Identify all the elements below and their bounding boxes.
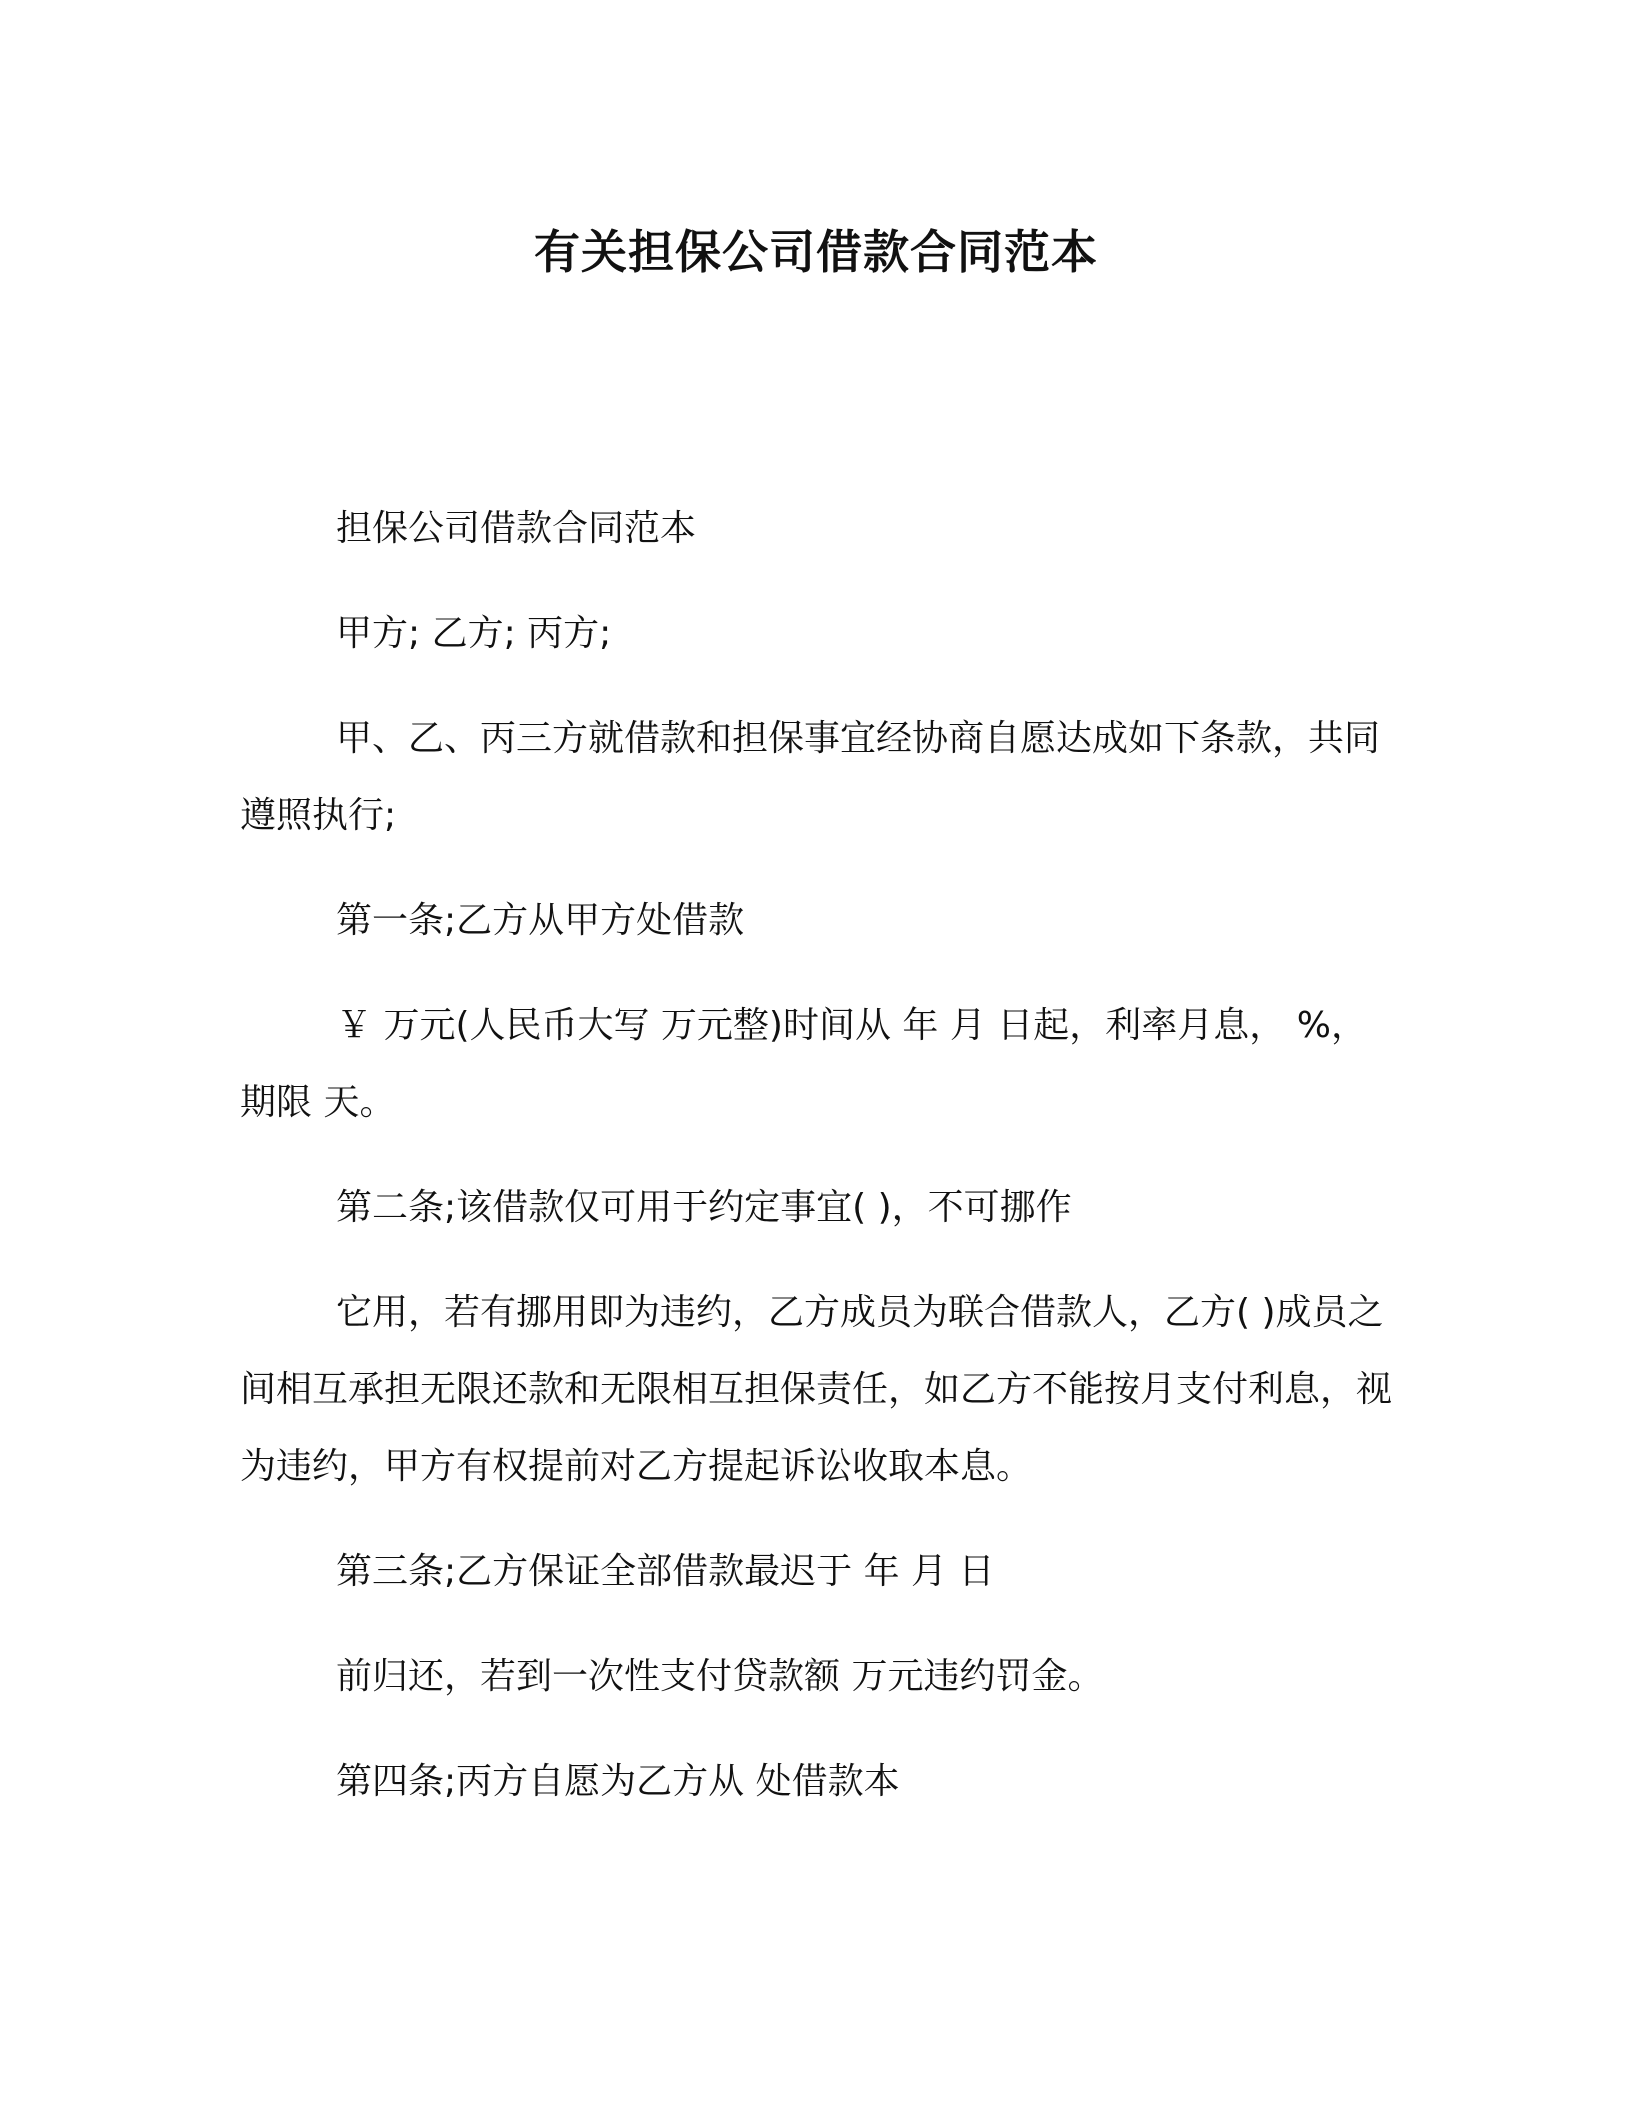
- paragraph-article-3: 第三条;乙方保证全部借款最迟于 年 月 日: [336, 1551, 995, 1592]
- paragraph-article-2: 第二条;该借款仅可用于约定事宜( )，不可挪作: [336, 1187, 1072, 1228]
- paragraph-loan-terms: ￥ 万元(人民币大写 万元整)时间从 年 月 日起，利率月息， %，期限 天。: [240, 1005, 1367, 1123]
- paragraph-article-4: 第四条;丙方自愿为乙方从 处借款本: [336, 1761, 900, 1802]
- paragraph-parties: 甲方; 乙方; 丙方;: [336, 613, 612, 654]
- paragraph-article-1: 第一条;乙方从甲方处借款: [336, 900, 745, 941]
- document-title: 有关担保公司借款合同范本: [534, 225, 1098, 279]
- document-body: [240, 490, 1392, 1848]
- paragraph-preamble: 甲、乙、丙三方就借款和担保事宜经协商自愿达成如下条款，共同遵照执行;: [240, 718, 1381, 836]
- paragraph-article-2-continued: 它用，若有挪用即为违约，乙方成员为联合借款人，乙方( )成员之间相互承担无限还款和无限相互担保责任，如乙方不能按月支付利息，视为违约，甲方有权提前对乙方提起诉讼收取本息。: [240, 1292, 1393, 1487]
- paragraph-article-3-continued: 前归还，若到一次性支付贷款额 万元违约罚金。: [336, 1656, 1104, 1697]
- paragraph-subtitle: 担保公司借款合同范本: [336, 508, 697, 549]
